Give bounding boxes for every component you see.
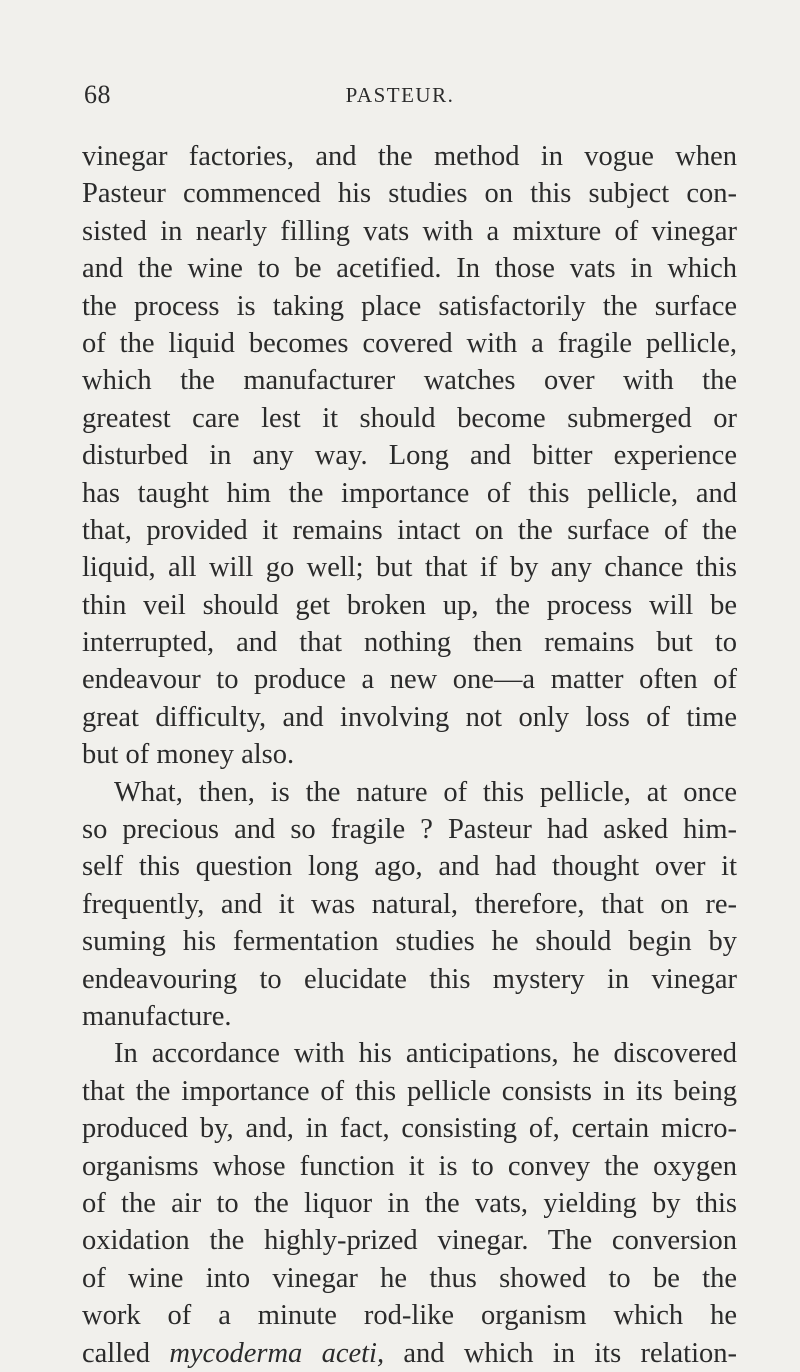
text-line: that the importance of this pellicle consists in its being (82, 1075, 737, 1107)
paragraph-start-line: In accordance with his anticipations, he discovered (114, 1038, 737, 1070)
text-line: produced by, and, in fact, consisting of, certain micro- (82, 1113, 737, 1145)
running-title: PASTEUR. (345, 83, 455, 107)
text-line: Pasteur commenced his studies on this subject con- (82, 178, 737, 210)
paragraph-start-line: What, then, is the nature of this pellicle, at once (114, 776, 737, 808)
page-number: 68 (84, 80, 111, 109)
text-line: endeavour to produce a new one—a matter often of (82, 664, 737, 696)
text-line: so precious and so fragile ? Pasteur had asked him- (82, 814, 737, 846)
text-line: disturbed in any way. Long and bitter experience (82, 440, 737, 472)
text-line: the process is taking place satisfactorily the surface (82, 290, 737, 322)
text-line: thin veil should get broken up, the process will be (82, 589, 737, 621)
text-line: suming his fermentation studies he should begin by (82, 926, 737, 958)
text-line-with-italic (82, 1335, 737, 1372)
text-line: of wine into vinegar he thus showed to be the (82, 1262, 737, 1294)
text-line: great difficulty, and involving not only loss of time (82, 701, 737, 733)
italic-species-name: mycoderma aceti, (169, 1337, 385, 1369)
text-line: endeavouring to elucidate this mystery in vinegar (82, 963, 737, 995)
text-line: self this question long ago, and had thought over it (82, 851, 737, 883)
text-line: sisted in nearly filling vats with a mixture of vinegar (82, 215, 737, 247)
text-line: oxidation the highly-prized vinegar. The conversion (82, 1225, 737, 1257)
text-line: frequently, and it was natural, therefore, that on re- (82, 888, 737, 920)
text-line: organisms whose function it is to convey the oxygen (82, 1150, 737, 1182)
text-line: and the wine to be acetified. In those vats in which (82, 253, 737, 285)
text-line: of the liquid becomes covered with a fragile pellicle, (82, 327, 737, 359)
paragraph-end-line: but of money also. (82, 739, 295, 771)
text-line: vinegar factories, and the method in vogue when (82, 141, 737, 172)
line-segment: called (82, 1337, 170, 1369)
text-line: of the air to the liquor in the vats, yielding by this (82, 1187, 737, 1219)
line-segment: and which in its relation- (384, 1337, 737, 1369)
text-line: greatest care lest it should become submerged or (82, 402, 737, 434)
text-line: interrupted, and that nothing then remains but to (82, 627, 737, 659)
paragraph-end-line: manufacture. (82, 1000, 232, 1032)
body-text (82, 138, 737, 1372)
text-line: has taught him the importance of this pellicle, and (82, 477, 737, 509)
text-line: which the manufacturer watches over with the (82, 365, 737, 397)
text-line: liquid, all will go well; but that if by any chance this (82, 552, 737, 584)
running-head (84, 80, 716, 110)
text-line: that, provided it remains intact on the surface of the (82, 514, 737, 546)
text-line: work of a minute rod-like organism which he (82, 1300, 737, 1332)
